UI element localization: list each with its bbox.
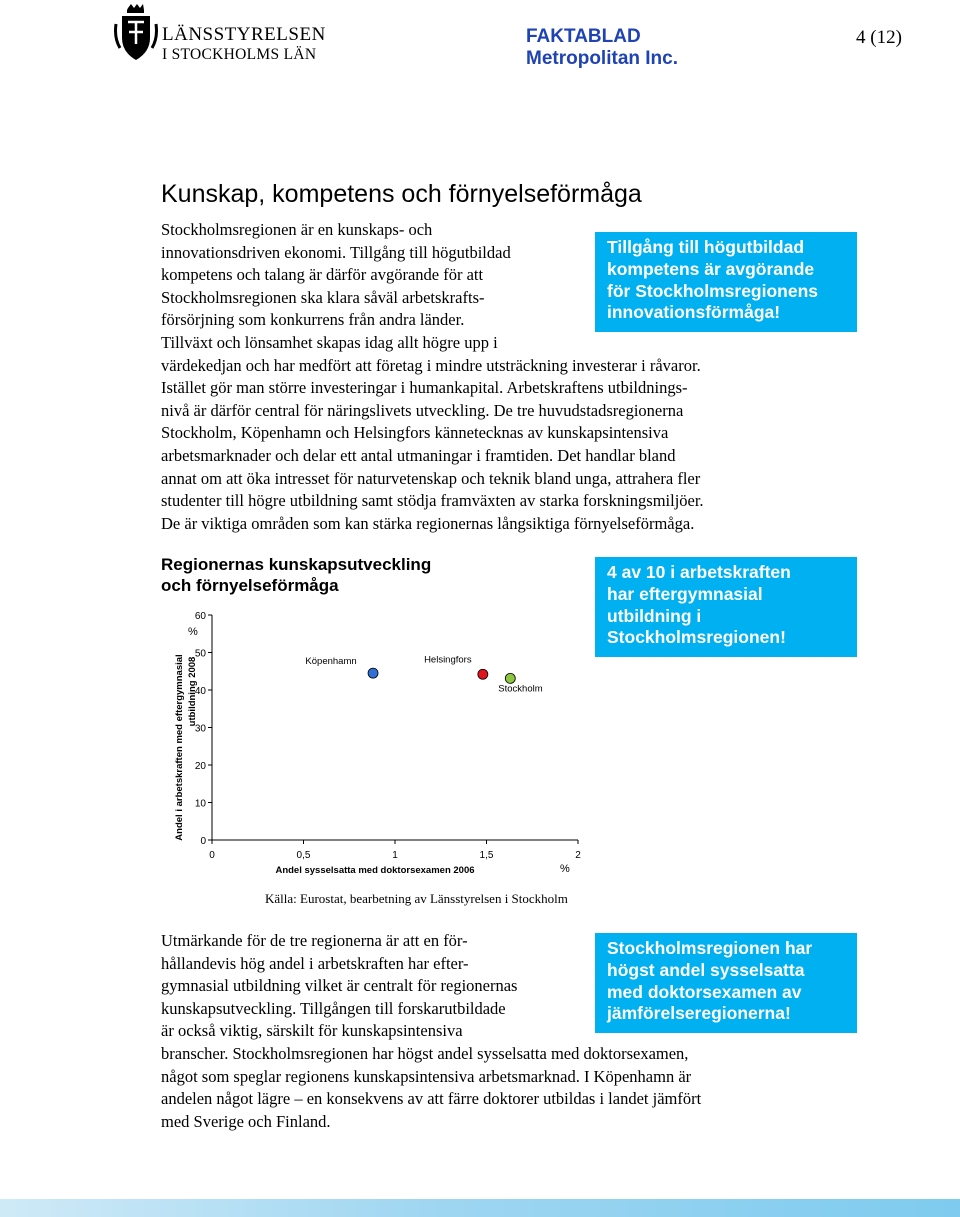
paragraph-summary [161,930,701,1133]
x-tick-label: 0,5 [296,850,311,861]
text-line: Istället gör man större investeringar i humankapital. Arbetskraftens utbildnings- [161,378,688,398]
callout-line: med doktorsexamen av [607,981,802,1002]
text-line: De är viktiga områden som kan stärka regionernas långsiktiga förnyelseförmåga. [161,513,695,533]
text-line: med Sverige och Finland. [161,1111,331,1131]
x-tick-label: 1 [392,850,398,861]
text-line: försörjning som konkurrens från andra länder. [161,310,465,330]
callout-innovation [595,232,857,332]
text-line: arbetsmarknader och delar ett antal utmaningar i framtiden. Det handlar bland [161,445,676,465]
text-line: innovationsdriven ekonomi. Tillgång till högutbildad [161,242,511,262]
chart-title-line: Regionernas kunskapsutveckling [161,555,432,574]
text-line: hållandevis hög andel i arbetskraften har efter- [161,953,469,973]
data-point-label: Köpenhamn [305,656,357,668]
text-line: andelen något lägre – en konsekvens av att färre doktorer utbildas i landet jämfört [161,1089,702,1109]
data-point-label: Stockholm [498,683,543,695]
y-tick-label: 0 [200,836,206,847]
text-line: Stockholmsregionen ska klara såväl arbetskrafts- [161,287,485,307]
callout-line: för Stockholmsregionens [607,280,819,301]
y-tick-label: 50 [194,648,206,660]
y-tick-label: 20 [194,761,206,772]
text-line: kompetens och talang är därför avgörande för att [161,265,484,285]
callout-line: innovationsförmåga! [607,302,781,323]
y-axis-label: utbildning 2008 [187,656,198,727]
page-number: 4 (12) [856,27,902,48]
callout-line: Tillgång till högutbildad [607,237,805,257]
text-line: gymnasial utbildning vilket är centralt för regionernas [161,976,518,996]
callout-line: Stockholmsregionen har [607,938,813,958]
header-label: FAKTABLAD [526,26,641,47]
y-unit-label: % [188,626,198,638]
text-line: Utmärkande för de tre regionerna är att en för- [161,931,468,950]
y-tick-label: 60 [194,611,206,622]
logo-line2: I STOCKHOLMS LÄN [162,46,317,63]
text-line: värdekedjan och har medfört att företag i mindre utsträckning investerar i råvaror. [161,355,701,375]
callout-line: högst andel sysselsatta [607,959,805,980]
text-line: studenter till högre utbildning samt stödja framväxten av starka forskningsmiljöer. [161,491,704,511]
text-line: Stockholmsregionen är en kunskaps- och [161,220,433,239]
chart-title-line: och förnyelseförmåga [161,576,339,595]
y-tick-label: 30 [194,723,206,735]
x-tick-label: 0 [209,850,215,861]
footer-bar [0,1199,960,1217]
text-line: annat om att öka intresset för naturvetenskap och teknik bland unga, attrahera fler [161,468,701,488]
text-line: kunskapsutveckling. Tillgången till forskarutbildade [161,998,506,1018]
y-tick-label: 10 [194,798,206,810]
logo-line1: LÄNSSTYRELSEN [162,24,326,45]
data-point [368,668,378,678]
callout-line: har eftergymnasial [607,583,763,604]
text-line: är också viktig, särskilt för kunskapsintensiva [161,1021,463,1041]
x-tick-label: 1,5 [479,850,494,861]
crest-icon [114,4,158,62]
text-line: något som speglar regionens kunskapsintensiva arbetsmarknad. I Köpenhamn är [161,1066,692,1086]
x-axis-label: Andel sysselsatta med doktorsexamen 2006 [275,865,475,876]
data-point-label: Helsingfors [424,654,472,666]
callout-line: kompetens är avgörande [607,258,815,279]
data-point [505,673,515,683]
page-title: Kunskap, kompetens och förnyelseförmåga [161,180,642,208]
callout-line: Stockholmsregionen! [607,627,786,648]
x-tick-label: 2 [575,850,581,861]
y-tick-label: 40 [194,686,206,697]
text-line: Tillväxt och lönsamhet skapas idag allt högre upp i [161,332,498,352]
x-unit-label: % [560,863,570,875]
text-line: branscher. Stockholmsregionen har högst andel sysselsatta med doktorsexamen, [161,1043,689,1063]
chart-source: Källa: Eurostat, bearbetning av Länsstyrelsen i Stockholm [265,891,568,906]
callout-line: jämförelseregionerna! [607,1003,791,1024]
text-line: nivå är därför central för näringslivets utveckling. De tre huvudstadsregionerna [161,400,684,420]
header-company: Metropolitan Inc. [526,48,678,69]
logo [114,4,326,64]
data-point [478,669,488,679]
callout-education [595,557,857,657]
callout-line: utbildning i [607,605,702,626]
chart-title [161,554,431,596]
callout-line: 4 av 10 i arbetskraften [607,562,791,582]
scatter-chart [160,596,600,886]
text-line: Stockholm, Köpenhamn och Helsingfors kännetecknas av kunskapsintensiva [161,423,669,443]
y-axis-label: Andel i arbetskraften med eftergymnasial [174,654,185,841]
